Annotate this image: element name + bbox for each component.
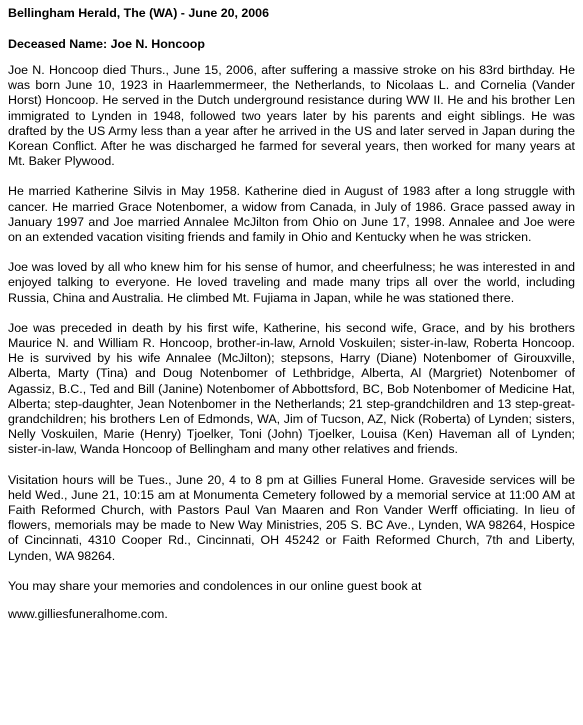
guestbook-link[interactable]: www.gilliesfuneralhome.com. — [8, 607, 168, 622]
newspaper-source-heading: Bellingham Herald, The (WA) - June 20, 2006 — [8, 6, 269, 20]
deceased-name-heading: Deceased Name: Joe N. Honcoop — [8, 37, 205, 51]
obituary-paragraph-marriages: He married Katherine Silvis in May 1958. Katherine died in August of 1983 after a long struggle with cancer. He married Grace Notenbomer, a widow from Canada, in July of 1986. Grace passed away in January 1997 and Joe married Annalee McJilton from Ohio on June 17, 1998. Annalee and Joe were on an extended vacation visiting friends and family in Ohio and Kentucky when he was stricken. — [8, 184, 575, 245]
obituary-paragraph-services: Visitation hours will be Tues., June 20, 4 to 8 pm at Gillies Funeral Home. Graveside services will be held Wed., June 21, 10:15 am at Monumenta Cemetery followed by a memorial service at 11:00 AM at Faith Reformed Church, with Pastors Paul Van Maaren and Ron Vander Werff officiating. In lieu of flowers, memorials may be made to New Way Ministries, 205 S. BC Ave., Lynden, WA 98264, Hospice of Cincinnati, 4310 Cooper Rd., Cincinnati, OH 45242 or Faith Reformed Church, 7th and Liberty, Lynden, WA 98264. — [8, 472, 575, 563]
obituary-paragraph-personality: Joe was loved by all who knew him for his sense of humor, and cheerfulness; he was interested in and enjoyed talking to everyone. He loved traveling and made many trips all over the world, including Russia, China and Australia. He climbed Mt. Fujiama in Japan, while he was stationed there. — [8, 260, 575, 305]
obituary-paragraph-survivors: Joe was preceded in death by his first wife, Katherine, his second wife, Grace, and by his brothers Maurice N. and William R. Honcoop, brother-in-law, Arnold Voskuilen; sister-in-law, Roberta Honcoop. He is survived by his wife Annalee (McJilton); stepsons, Harry (Diane) Notenbomer of Girouxville, Alberta, Marty (Tina) and Doug Notenbomer of Lethbridge, Alberta, Al (Margriet) Notenbomer of Agassiz, B.C., Ted and Bill (Janine) Notenbomer of Abbottsford, BC, Bob Notenbomer of Medicine Hat, Alberta; step-daughter, Jean Notenbomer in the Netherlands; 21 step-grandchildren and 13 step-great-grandchildren; his brothers Len of Edmonds, WA, Jim of Tucson, AZ, Nick (Roberta) of Lynden; sisters, Nelly Voskuilen, Marie (Henry) Tjoelker, Toni (John) Tjoelker, Louisa (Ken) Haveman all of Lynden; sister-in-law, Wanda Honcoop of Bellingham and many other relatives and friends. — [8, 320, 575, 457]
obituary-paragraph-guestbook: You may share your memories and condolences in our online guest book at — [8, 578, 422, 593]
obituary-paragraph-biography: Joe N. Honcoop died Thurs., June 15, 2006, after suffering a massive stroke on his 83rd birthday. He was born June 10, 1923 in Haarlemmermeer, the Netherlands, to Nicolaas L. and Cornelia (Vander Horst) Honcoop. He served in the Dutch underground resistance during WW II. He and his brother Len immigrated to Lynden in 1948, followed two years later by his parents and eight siblings. He was drafted by the US Army less than a year after he arrived in the US and later served in Japan during the Korean Conflict. After he was discharged he farmed for several years, then worked for many years at Mt. Baker Plywood. — [8, 63, 575, 169]
